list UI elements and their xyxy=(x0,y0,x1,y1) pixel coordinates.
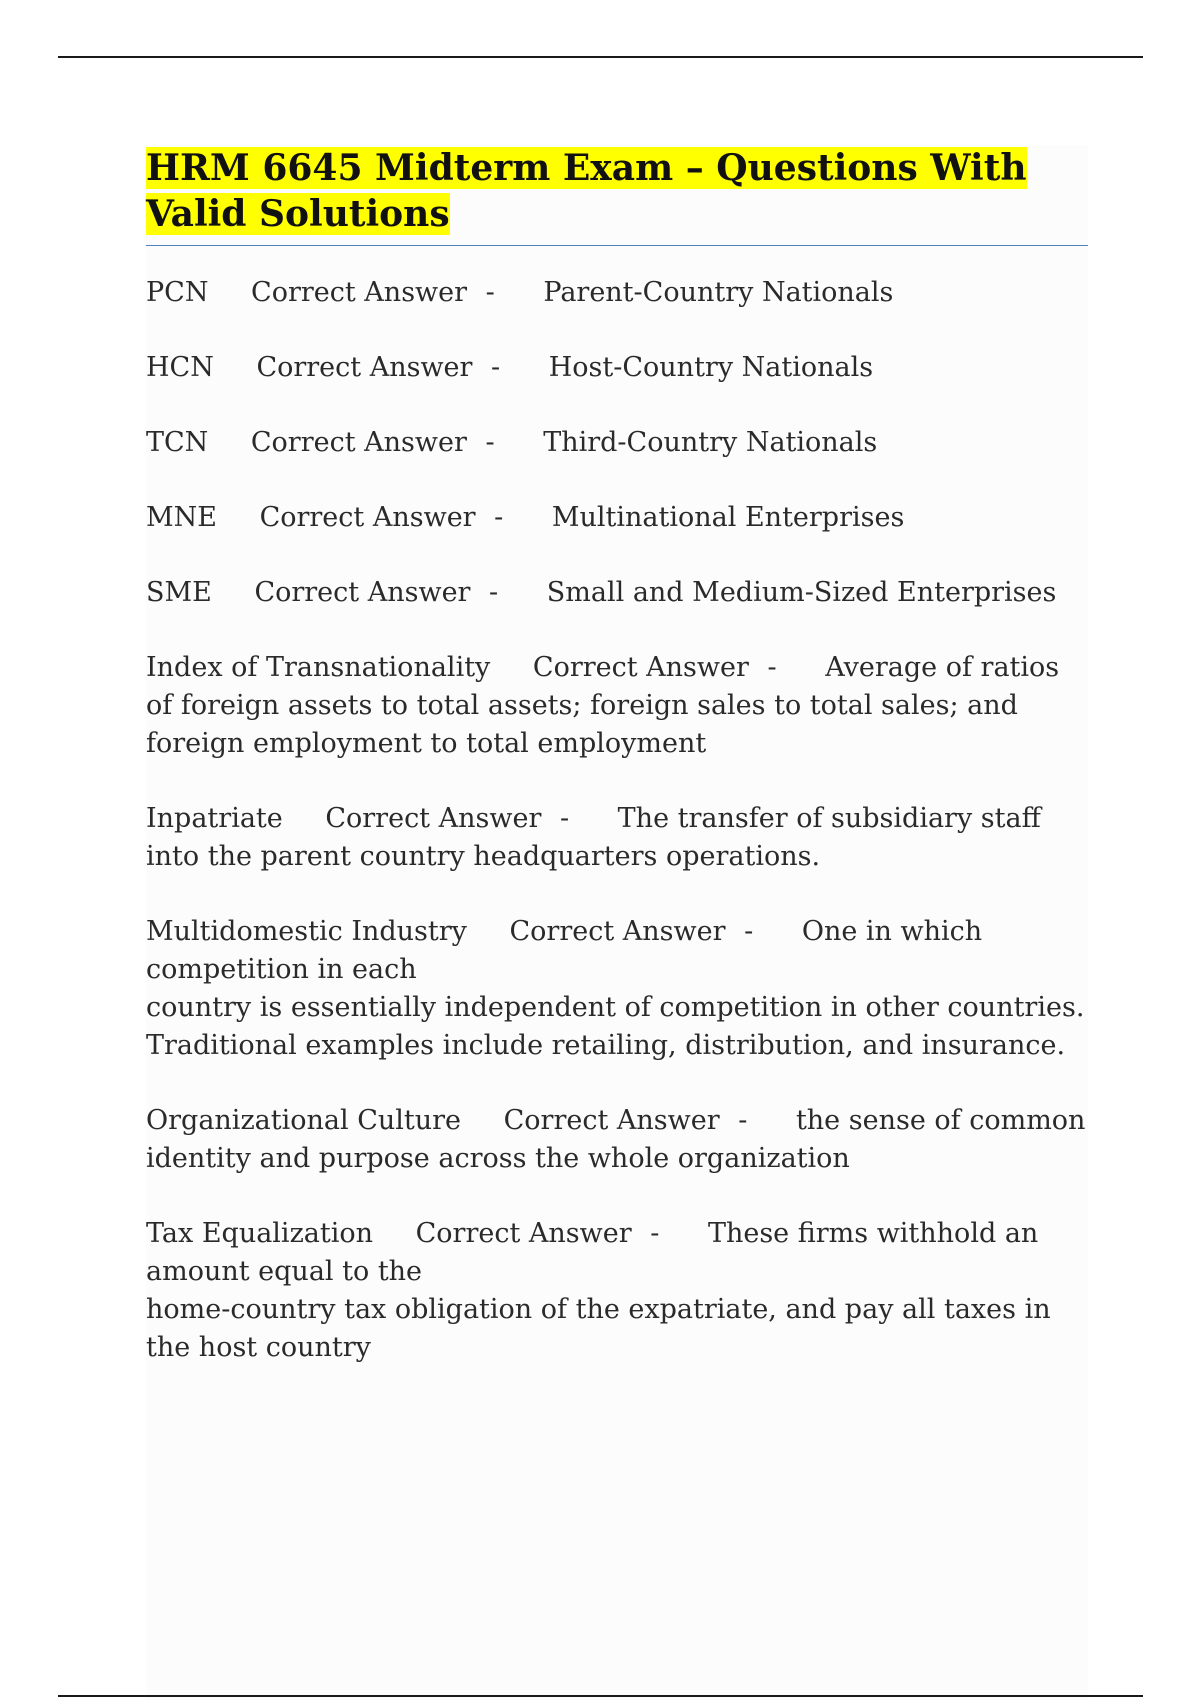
qa-term: Inpatriate xyxy=(146,803,283,834)
qa-answer: Average of ratios of foreign assets to total assets; foreign sales to total sales; and foreign employment to total employment xyxy=(146,652,1060,759)
qa-answer: the sense of common identity and purpose across the whole organization xyxy=(146,1105,1086,1174)
qa-item xyxy=(146,424,1088,462)
correct-answer-label: Correct Answer xyxy=(509,916,726,947)
qa-item xyxy=(146,499,1088,537)
qa-term: Index of Transnationality xyxy=(146,652,491,683)
answer-separator: - xyxy=(494,502,504,533)
qa-answer: One in which competition in each country is essentially independent of competition in other countries. Traditional examples include retailing, distribution, and insurance. xyxy=(146,916,1085,1061)
correct-answer-label: Correct Answer xyxy=(251,277,468,308)
answer-separator: - xyxy=(485,277,495,308)
answer-separator: - xyxy=(744,916,754,947)
qa-answer: The transfer of subsidiary staff into the parent country headquarters operations. xyxy=(146,803,1041,872)
qa-answer: These firms withhold an amount equal to the home-country tax obligation of the expatriate, and pay all taxes in the host country xyxy=(146,1218,1051,1363)
qa-term: HCN xyxy=(146,352,214,383)
title-highlight: HRM 6645 Midterm Exam – Questions With Valid Solutions xyxy=(146,147,1027,235)
qa-term: SME xyxy=(146,577,212,608)
correct-answer-label: Correct Answer xyxy=(254,577,471,608)
correct-answer-label: Correct Answer xyxy=(256,352,473,383)
correct-answer-label: Correct Answer xyxy=(415,1218,632,1249)
qa-term: PCN xyxy=(146,277,209,308)
qa-item xyxy=(146,800,1088,876)
qa-term: TCN xyxy=(146,427,209,458)
qa-item xyxy=(146,1102,1088,1178)
correct-answer-label: Correct Answer xyxy=(503,1105,720,1136)
qa-answer: Multinational Enterprises xyxy=(551,502,905,533)
correct-answer-label: Correct Answer xyxy=(532,652,749,683)
qa-term: Multidomestic Industry xyxy=(146,916,467,947)
answer-separator: - xyxy=(559,803,570,834)
answer-separator: - xyxy=(650,1218,660,1249)
answer-separator: - xyxy=(491,352,501,383)
qa-item xyxy=(146,349,1088,387)
correct-answer-label: Correct Answer xyxy=(250,427,467,458)
qa-answer: Third-Country Nationals xyxy=(543,427,878,458)
correct-answer-label: Correct Answer xyxy=(325,803,542,834)
qa-answer: Host-Country Nationals xyxy=(548,352,874,383)
answer-separator: - xyxy=(485,427,495,458)
correct-answer-label: Correct Answer xyxy=(259,502,476,533)
header-rule xyxy=(58,56,1143,58)
qa-answer: Parent-Country Nationals xyxy=(543,277,894,308)
qa-item xyxy=(146,574,1088,612)
qa-term: Organizational Culture xyxy=(146,1105,462,1136)
qa-list xyxy=(146,274,1088,1367)
title-underline xyxy=(146,245,1088,246)
document-title xyxy=(146,145,1088,237)
answer-separator: - xyxy=(738,1105,748,1136)
answer-separator: - xyxy=(767,652,777,683)
answer-separator: - xyxy=(489,577,499,608)
qa-item xyxy=(146,274,1088,312)
qa-item xyxy=(146,913,1088,1065)
qa-item xyxy=(146,649,1088,763)
qa-term: Tax Equalization xyxy=(146,1218,374,1249)
footer-rule xyxy=(58,1695,1143,1697)
qa-term: MNE xyxy=(146,502,217,533)
document-page xyxy=(146,145,1088,1700)
qa-answer: Small and Medium-Sized Enterprises xyxy=(546,577,1057,608)
qa-item xyxy=(146,1215,1088,1367)
